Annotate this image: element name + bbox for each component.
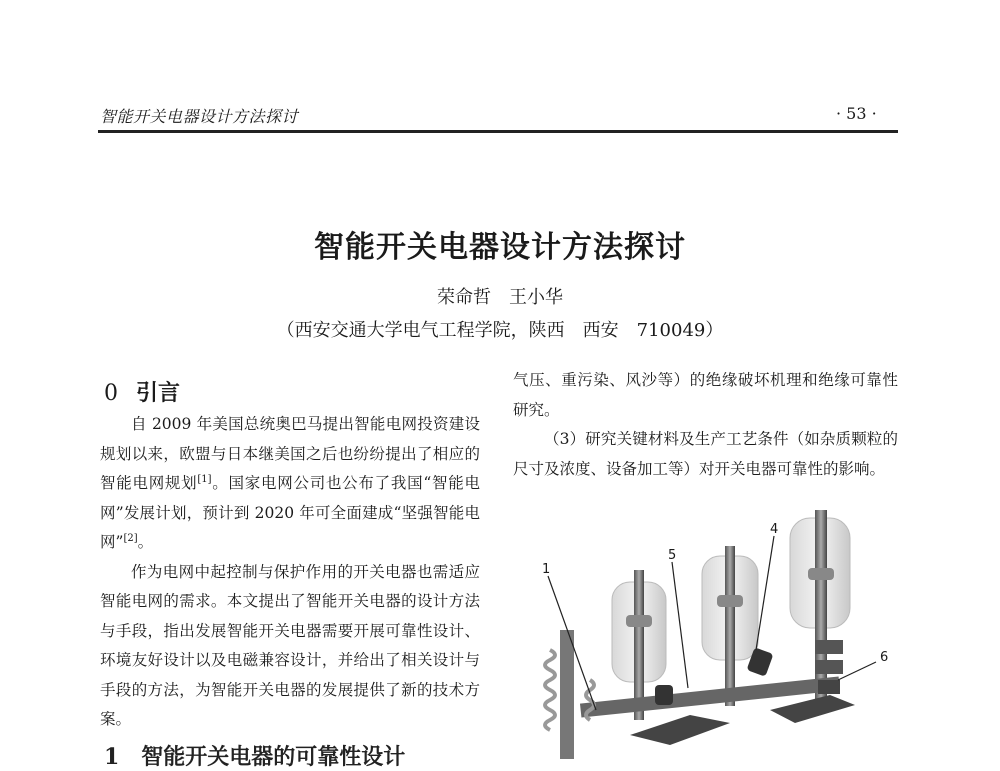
section-heading-reliability: 1 智能开关电器的可靠性设计 (104, 744, 406, 770)
right-paragraph-continued: 气压、重污染、风沙等）的绝缘破坏机理和绝缘可靠性研究。 (513, 371, 898, 419)
article-affiliation: （西安交通大学电气工程学院，陕西 西安 710049） (276, 320, 724, 341)
intro-paragraph-1 (100, 410, 480, 558)
section-heading-introduction (104, 376, 180, 407)
intro-p1-text-c: 。 (137, 533, 154, 551)
article-title: 智能开关电器设计方法探讨 (314, 230, 686, 265)
intro-paragraph-2: 作为电网中起控制与保护作用的开关电器也需适应智能电网的需求。本文提出了智能开关电器的设计方法与手段，指出发展智能开关电器需要开展可靠性设计、环境友好设计以及电磁兼容设计，并给出了相关设计与手段的方法，为智能开关电器的发展提供了新的技术方案。 (100, 562, 480, 728)
header-rule (98, 130, 898, 133)
intro-p1-text-a: 自 2009 年美国总统奥巴马提出智能电网投资建设规划以来，欧盟与日本继美国之后也纷纷提出了相应的智能电网规划 (100, 415, 480, 492)
running-title: 智能开关电器设计方法探讨 (100, 107, 299, 126)
figure-label-1: 1 (542, 562, 551, 577)
right-paragraph-3: （3）研究关键材料及生产工艺条件（如杂质颗粒的尺寸及浓度、设备加工等）对开关电器可靠性的影响。 (513, 430, 898, 478)
left-column (100, 410, 480, 735)
figure-illustration (520, 510, 900, 759)
section-title: 引言 (136, 380, 181, 406)
section-number: 0 (104, 381, 118, 406)
figure-label-4: 4 (770, 522, 779, 537)
citation-1: [1] (197, 473, 212, 485)
intro-p1-text-b: 。国家电网公司也公布了我国“智能电网”发展计划，预计到 2020 年可全面建成“坚强智能电网” (100, 474, 480, 551)
article-authors: 荣命哲 王小华 (437, 287, 563, 308)
page-number: · 53 · (836, 104, 877, 123)
right-column (513, 366, 898, 484)
breaker-mechanism-figure (520, 510, 900, 759)
citation-2: [2] (123, 532, 138, 544)
figure-label-5: 5 (668, 548, 677, 563)
figure-label-6: 6 (880, 650, 889, 665)
